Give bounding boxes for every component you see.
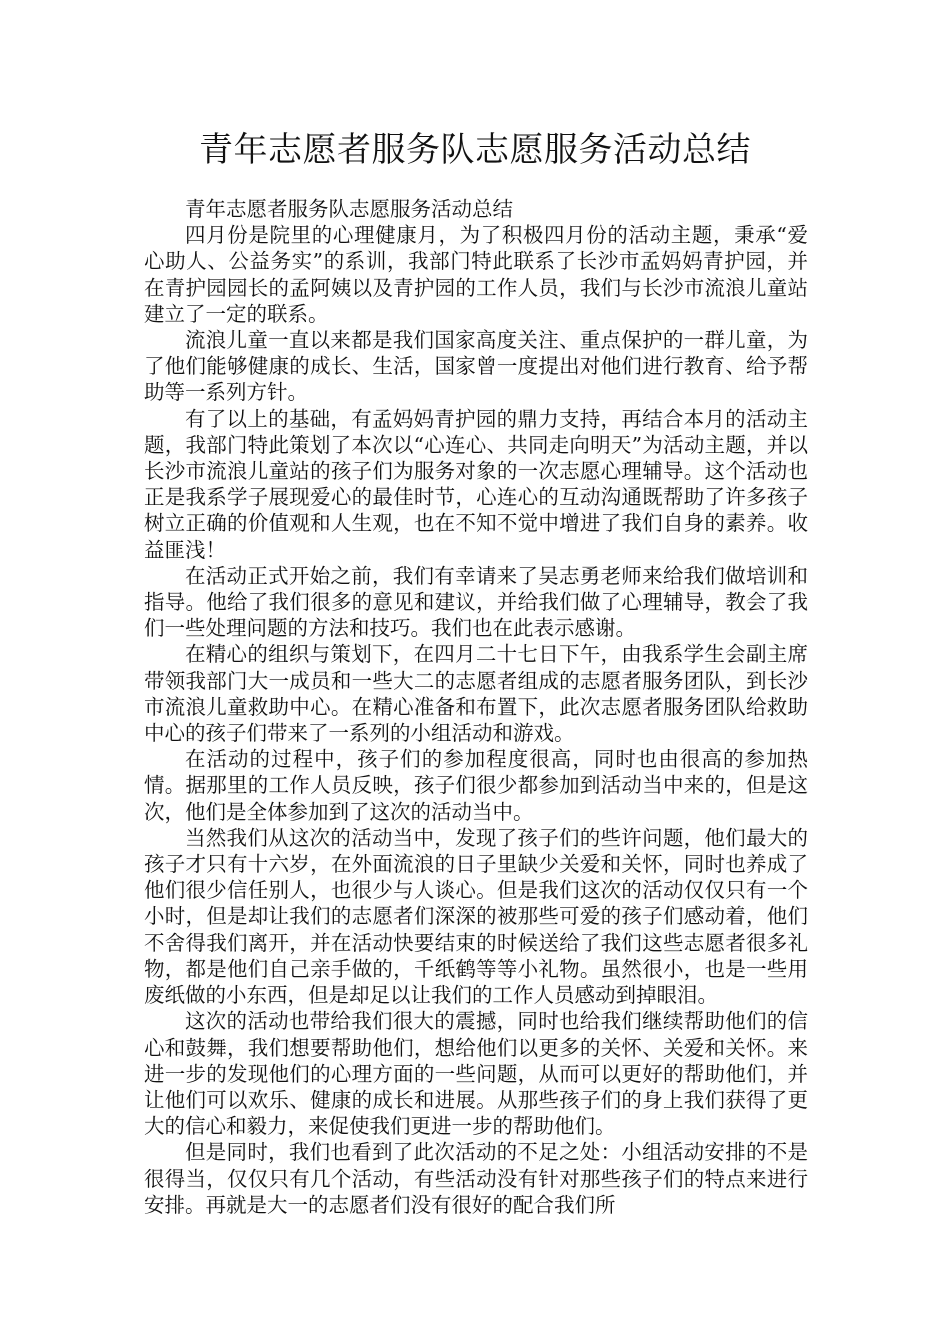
paragraph-impact: 这次的活动也带给我们很大的震撼，同时也给我们继续帮助他们的信心和鼓舞，我们想要帮助他们，想给他们以更多的关怀、关爱和关怀。来进一步的发现他们的心理方面的一些问题，从而可以更好的帮助他们，并让他们可以欢乐、健康的成长和进展。从那些孩子们的身上我们获得了更大的信心和毅力，来促使我们更进一步的帮助他们。 <box>144 1009 808 1139</box>
paragraph-organization: 在精心的组织与策划下，在四月二十七日下午，由我系学生会副主席带领我部门大一成员和一些大二的志愿者组成的志愿者服务团队，到长沙市流浪儿童救助中心。在精心准备和布置下，此次志愿者服务团队给救助中心的孩子们带来了一系列的小组活动和游戏。 <box>144 642 808 746</box>
paragraph-participation: 在活动的过程中，孩子们的参加程度很高，同时也由很高的参加热情。据那里的工作人员反映，孩子们很少都参加到活动当中来的，但是这次，他们是全体参加到了这次的活动当中。 <box>144 747 808 824</box>
paragraph-planning: 有了以上的基础，有孟妈妈青护园的鼎力支持，再结合本月的活动主题，我部门特此策划了本次以“心连心、共同走向明天”为活动主题，并以长沙市流浪儿童站的孩子们为服务对象的一次志愿心理辅导。这个活动也正是我系学子展现爱心的最佳时节，心连心的互动沟通既帮助了许多孩子树立正确的价值观和人生观，也在不知不觉中增进了我们自身的素养。收益匪浅！ <box>144 406 808 562</box>
paragraph-intro: 四月份是院里的心理健康月，为了积极四月份的活动主题，秉承“爱心助人、公益务实”的系训，我部门特此联系了长沙市孟妈妈青护园，并在青护园园长的孟阿姨以及青护园的工作人员，我们与长沙市流浪儿童站建立了一定的联系。 <box>144 223 808 326</box>
paragraph-background: 流浪儿童一直以来都是我们国家高度关注、重点保护的一群儿童，为了他们能够健康的成长、生活，国家曾一度提出对他们进行教育、给予帮助等一系列方针。 <box>144 328 808 405</box>
document-title: 青年志愿者服务队志愿服务活动总结 <box>199 130 751 170</box>
paragraph-observations: 当然我们从这次的活动当中，发现了孩子们的些许问题，他们最大的孩子才只有十六岁，在外面流浪的日子里缺少关爱和关怀，同时也养成了他们很少信任别人，也很少与人谈心。但是我们这次的活动仅仅只有一个小时，但是却让我们的志愿者们深深的被那些可爱的孩子们感动着，他们不舍得我们离开，并在活动快要结束的时候送给了我们这些志愿者很多礼物，都是他们自己亲手做的，千纸鹤等等小礼物。虽然很小，也是一些用废纸做的小东西，但是却足以让我们的工作人员感动到掉眼泪。 <box>144 825 808 1008</box>
paragraph-subtitle: 青年志愿者服务队志愿服务活动总结 <box>185 197 513 221</box>
document-body <box>144 196 808 1218</box>
paragraph-shortcomings: 但是同时，我们也看到了此次活动的不足之处：小组活动安排的不是很得当，仅仅只有几个活动，有些活动没有针对那些孩子们的特点来进行安排。再就是大一的志愿者们没有很好的配合我们所 <box>144 1140 808 1217</box>
paragraph-training: 在活动正式开始之前，我们有幸请来了吴志勇老师来给我们做培训和指导。他给了我们很多的意见和建议，并给我们做了心理辅导，教会了我们一些处理问题的方法和技巧。我们也在此表示感谢。 <box>144 563 808 641</box>
